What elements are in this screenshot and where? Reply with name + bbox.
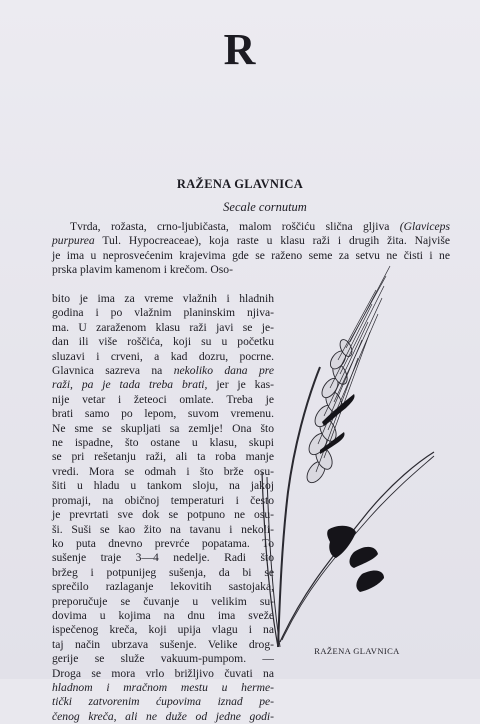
text-line: dovima u kojima na dnu ima sveže [52,608,274,622]
text-line: čenog kreča, ali ne duže od jedne godi- [52,709,274,723]
text-line: tički zatvorenim ćupovima iznad pe- [52,695,274,709]
text-line: šiti u hladu u tankom sloju, na jakoj [52,479,274,493]
text-line: sušenje traje 3—4 nedelje. Radi što [52,551,274,565]
italic-phrase: (Glaviceps [399,220,450,233]
text-line: bito je ima za vreme vlažnih i hladnih [52,292,274,305]
text-line: vredi. Mora se odmah i što brže osu- [52,464,274,478]
text-line: preporučuje se čuvanje u velikim su- [52,594,274,608]
text-line: prska plavim kamenom i krečom. Oso- [52,263,233,277]
body-column [52,292,274,724]
text-line: hladnom i mračnom mestu u herme- [52,680,274,694]
text-line: promaji, na običnoj temperaturi i često [52,493,274,507]
text-line: Ne sme se skupljati sa zemlje! Ona što [52,421,274,435]
text-line: dan ili više roščića, koji su u početku [52,335,274,349]
text-line: Tvrda, rožasta, crno-ljubičasta, malom roščiću slična gljiva (Glaviceps [70,220,450,233]
text-line: bržeg i potpunijeg sušenja, da bi se [52,565,274,579]
text-line: ši. Suši se kao žito na tavanu i nekoli- [52,522,274,536]
text-line: je prevrtati sve dok se potpuno ne osu- [52,508,274,522]
text-line: je ima u neprosvećenim krajevima gde se raženo seme za setvu ne čisti i ne [52,248,450,262]
text-line: sluzavi i crveni, a kad dozru, pocrne. [52,349,274,363]
latin-name: Secale cornutum [223,200,307,214]
text-line: purpurea Tul. Hypocreaceae), koja raste u klasu raži i drugih žita. Najviše [52,234,450,248]
section-letter: R [223,25,257,74]
text-line: ne ispadne, što ostane u klasu, skupi [52,436,274,450]
text-line: Glavnica sazreva na nekoliko dana pre [52,364,274,378]
rye-ergot-illustration [258,262,436,657]
article-title: RAŽENA GLAVNICA [176,177,304,191]
italic-phrase: raži, pa je tada treba brati, [52,378,208,392]
text-line: taj način ubrzava sušenje. Velike drog- [52,637,274,651]
text-line: sprečilo razlaganje lekovitih sastojaka, [52,580,274,594]
italic-phrase: purpurea [52,234,95,248]
italic-phrase: nekoliko dana pre [173,364,274,378]
text-line: godina i po vlažnim planinskim njiva- [52,306,274,320]
text-line: gerije se služe vakuum-pumpom. — [52,652,274,666]
text-line: brati samo po lepom, suvom vremenu. [52,407,274,421]
text-line: Droga se mora vrlo brižljivo čuvati na [52,666,274,680]
text-line: raži, pa je tada treba brati, jer je kas- [52,378,275,392]
text-line: ko puta dnevno prevrće popatama. To [52,536,274,550]
text-line: nije vetar i žeteoci omlate. Treba je [52,392,274,406]
illustration-caption: RAŽENA GLAVNICA [314,646,400,656]
text-line: ispečenog kreča, koji upija vlagu i na [52,623,274,637]
text-line: se pri rešetanju raži, ali ta roba manje [52,450,274,464]
text-line: ma. U zaraženom klasu raži javi se je- [52,320,274,334]
